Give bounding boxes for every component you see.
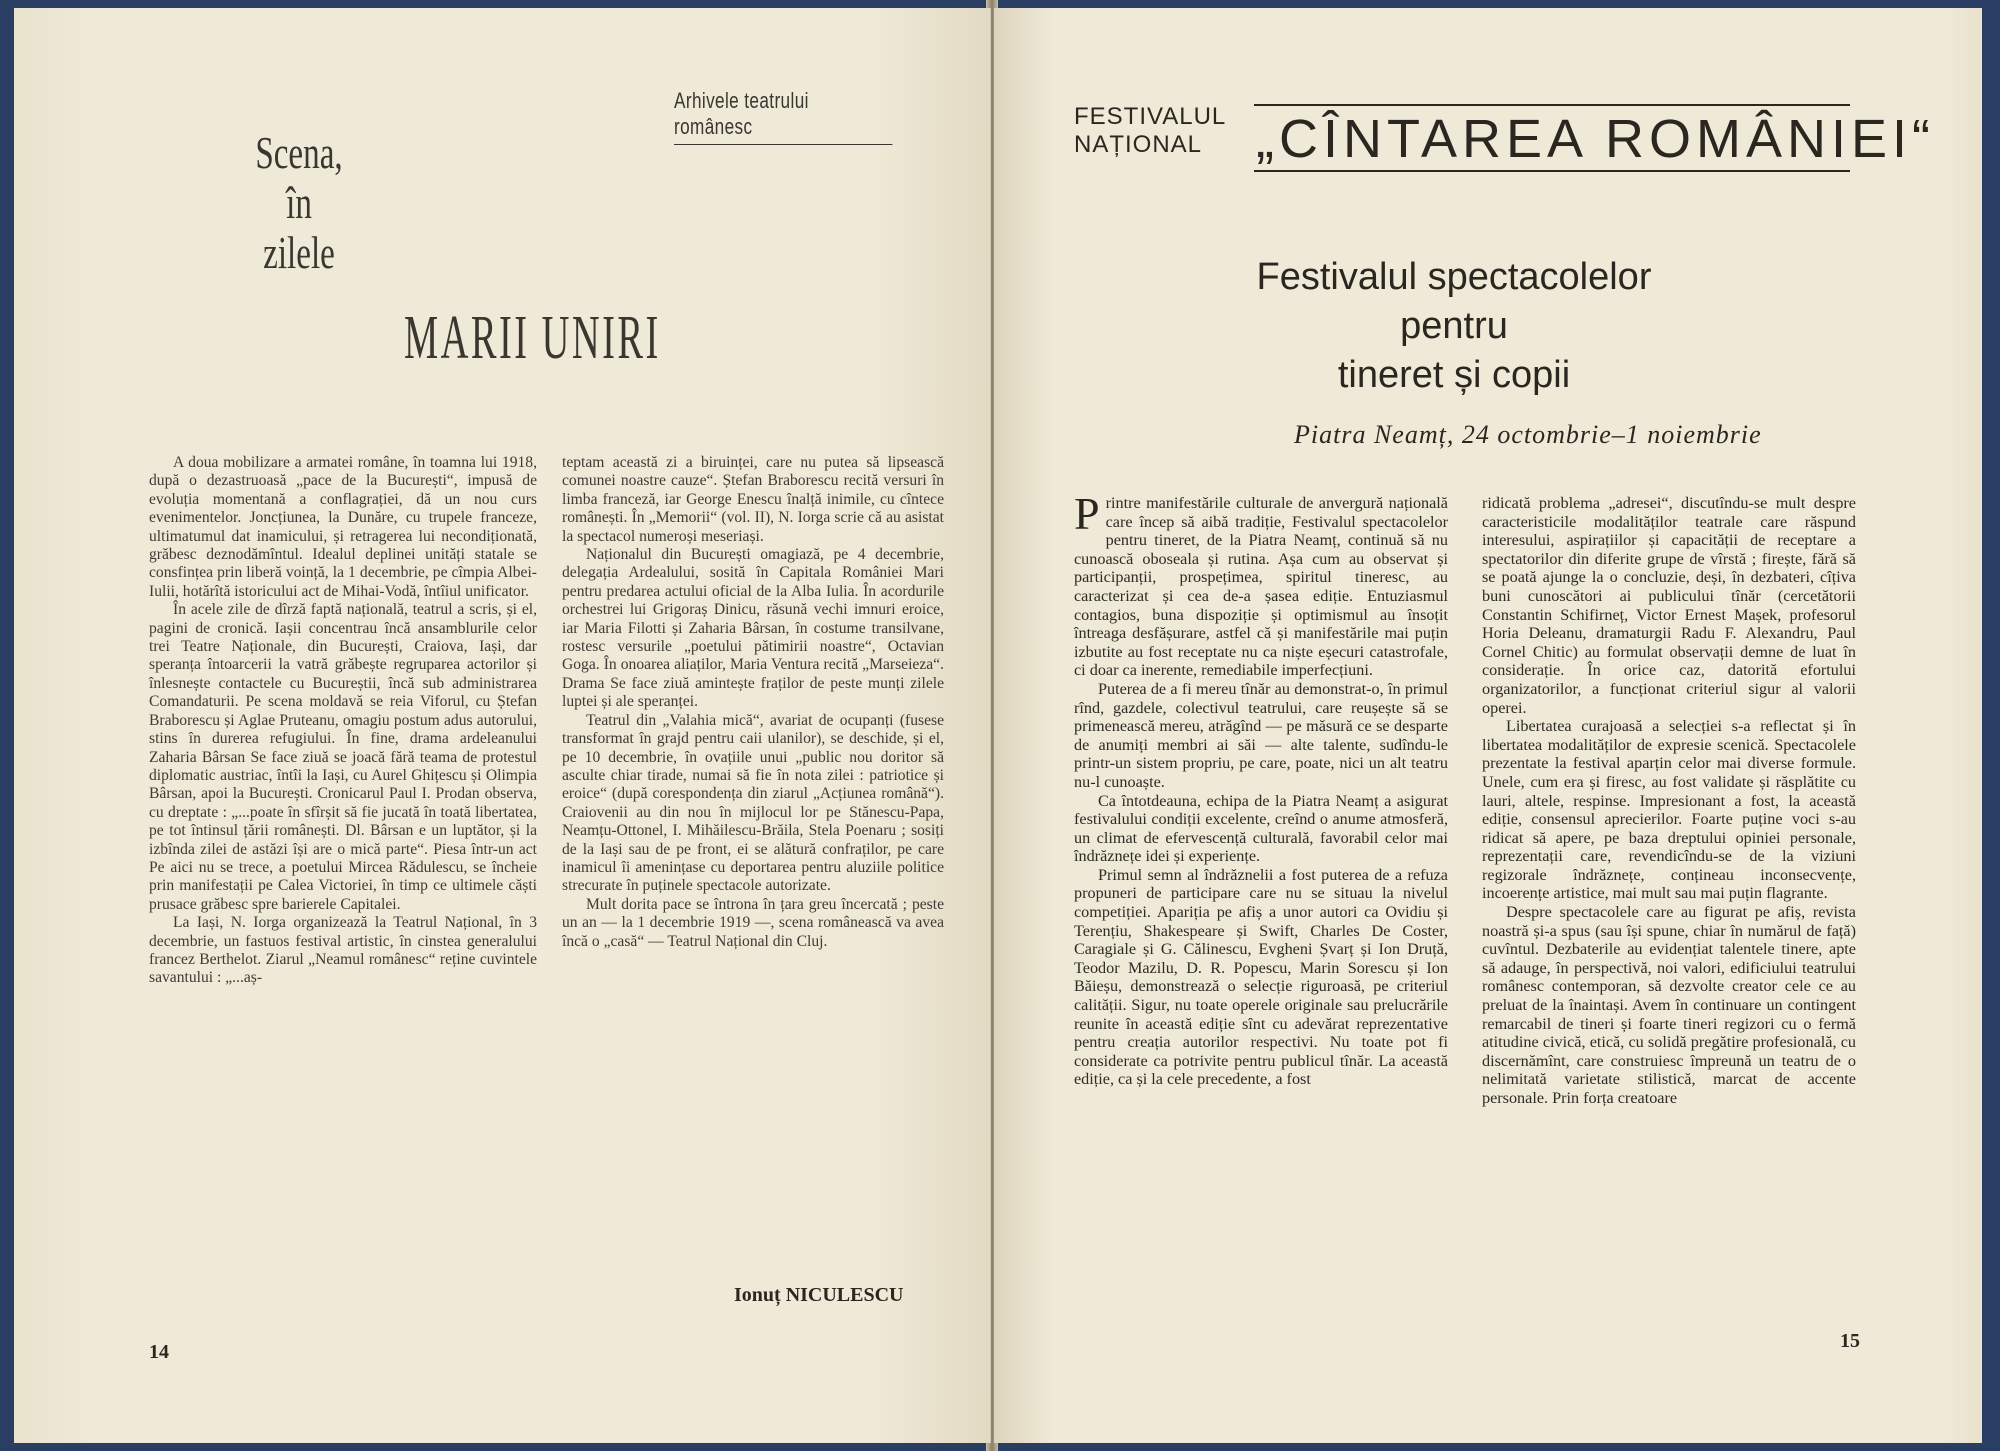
page-number: 15 [1840,1330,1860,1352]
paragraph: Despre spectacolele care au figurat pe afiș, revista noastră și-a spus (sau își spune, chiar în numărul de față) cuvîntul. Dezbaterile au evidențiat talentele tinere, apte să adauge, în perspectivă, noi valori, edificiului teatrului românesc contemporan, să dezvolte creator cele ce au preluat de la înaintași. Avem în continuare un contingent remarcabil de tineri și foarte tineri regizori cu o fermă atitudine civică, etică, cu solidă pregătire profesională, cu discernămînt, care construiesc împreună un teatru de o nelimitată varietate stilistică, marcat de accente personale. Prin forța creatoare [1482,903,1856,1107]
title-line: în [286,177,312,228]
title-line: pentru [1400,305,1508,347]
drop-cap: P [1074,488,1100,539]
paragraph: În acele zile de dîrză faptă națională, teatrul a scris, și el, pagini de cronică. Iașii concentrau încă ansamblurile celor trei Teatre Naționale, din București, Craiova, Iași, dar speranța întoarcerii la vatră grăbește regruparea actorilor și înlesnește contactele cu Bucureștii, încă sub administrarea Comandaturii. Pe scena moldavă se reia Viforul, cu Ștefan Braborescu și Aglae Pruteanu, omagiu postum adus autorului, stins în durerea refugiului. În fine, drama ardeleanului Zaharia Bârsan Se face ziuă se joacă fără teama de protestul diplomatic austriac, întîi la Iași, cu Aurel Ghițescu și Olimpia Bârsan, apoi la București. Cronicarul Paul I. Prodan observa, cu dreptate : „...poate în sfîrșit să fie jucată în toată libertatea, pe tot întinsul țării românești. Dl. Bârsan e un luptător, și la izbînda zilei de astăzi își are o mică parte“. Piesa într-un act Pe aici nu se trece, a poetului Mircea Rădulescu, se încheie prin manifestații pe Calea Victoriei, în timp ce ultimele căști prusace grăbesc spre barierele Capitalei. [149,601,537,913]
paragraph: A doua mobilizare a armatei române, în toamna lui 1918, după o dezastruoasă „pace de la București“, impusă de evoluția momentană a conflagrației, dă un nou curs evenimentelor. Joncțiunea, la Dunăre, cu trupele franceze, ultimatumul dat inamicului, și retragerea lui necondiționată, grăbesc deznodămîntul. Idealul deplinei unități statale se consfințea prin liberă voință, la 1 decembrie, pe cîmpia Albei-Iulii, hotărîtă istoricului act de Mihai-Vodă, întîiul unificator. [149,454,537,600]
title-line: Scena, [255,127,343,178]
right-page [994,8,1982,1443]
article-column-2 [1482,494,1856,1108]
title-line: zilele [263,227,335,278]
paragraph-text: rintre manifestările culturale de anvergură națională care încep să aibă tradiție, Festivalul spectacolelor pentru tineret, de la Piatra Neamț, continuă să nu cunoască oboseala și rutina. Așa cum au observat și participanții, prospețimea, spiritul tineresc, au caracterizat și cea de-a șasea ediție. Entuziasmul contagios, buna dispoziție și optimismul au însoțit întreaga desfășurare, astfel că și manifestările mai puțin izbutite au fost receptate nu ca niște eșecuri catastrofale, ci doar ca inerente, remediabile imperfecțiuni. [1074,494,1448,680]
paragraph: Libertatea curajoasă a selecției s-a reflectat și în libertatea modalităților de expresie scenică. Spectacolele prezentate la festival aparțin celor mai diverse formule. Unele, cum era și firesc, au fost validate și răsplătite cu lauri, altele, respinse. Impresionant a fost, la această ediție, consensul aprecierilor. Foarte puține voci s-au ridicat să apere, pe baza dreptului opiniei personale, reprezentații care, revendicîndu-se de la viziuni regizorale îndrăznețe, conțineau inconsecvențe, incoerențe artistice, mai mult sau mai puțin flagrante. [1482,717,1856,903]
paragraph: ridicată problema „adresei“, discutîndu-se mult despre caracteristicile modalităților teatrale care răspund interesului, aspirațiilor și capacității de receptare a spectatorilor din diferite grupe de vîrstă ; firește, fără să se poată ajunge la o concluzie, deși, în dezbateri, cîțiva buni cunoscători ai publicului tînăr (cercetătorii Constantin Schifirneț, Victor Ernest Mașek, profesorul Horia Deleanu, dramaturgii Radu F. Alexandru, Paul Cornel Chitic) au formulat observații demne de luat în considerație. În orice caz, datorită efortului organizatorilor, a funcționat criteriul sigur al valorii operei. [1482,494,1856,717]
paragraph: La Iași, N. Iorga organizează la Teatrul Național, în 3 decembrie, un fastuos festival artistic, în cinstea generalului francez Berthelot. Ziarul „Neamul românesc“ reține cuvintele savantului : „...aș- [149,914,537,987]
header-rule-bottom [1254,170,1850,172]
title-line: tineret și copii [1337,354,1571,396]
paragraph: Mult dorita pace se întrona în țara greu încercată ; peste un an — la 1 decembrie 1919 —, scena românească va avea încă o „casă“ — Teatrul Național din Cluj. [562,895,944,950]
article-title-small [227,128,371,278]
left-page [14,8,991,1443]
article-author: Ionuț NICULESCU [734,1284,904,1306]
paragraph: Ca întotdeauna, echipa de la Piatra Neamț a asigurat festivalului condiții excelente, creînd o anume atmosferă, un climat de efervescență culturală, favorabil celor mai îndrăznețe idei și experiențe. [1074,791,1448,866]
festival-label-line: NAȚIONAL [1074,131,1203,158]
paragraph: Naționalul din București omagiază, pe 4 decembrie, delegația Ardealului, sosită în Capitala României Mari pentru predarea actului oficial de la Alba Iulia. În acordurile orchestrei lui Grigoraș Dinicu, răsună vechi imnuri eroice, iar Maria Filotti și Zaharia Bârsan, în costume transilvane, rostesc versurile „poetului pătimirii noastre“, Octavian Goga. În onoarea aliaților, Maria Ventura recită „Marseieza“. Drama Se face ziuă amintește fraților de peste munți zilele luptei și ale speranței. [562,546,944,711]
festival-label [1074,103,1226,159]
article-title-large: MARII UNIRI [404,304,661,372]
header-rule-top [1254,104,1850,106]
paragraph [1074,488,1448,680]
article-column-1 [149,454,537,988]
paragraph: Puterea de a fi mereu tînăr au demonstrat-o, în primul rînd, gazdele, colectivul teatrului, care reușește să se primenească mereu, atrăgînd — pe măsură ce se desparte de anumiți membri ai săi — alte talente, sudîndu-le printr-un sistem propriu, pe care, poate, nici un alt teatru nu-l cunoaște. [1074,679,1448,791]
title-line: Festivalul spectacolelor [1256,256,1652,298]
paragraph: Teatrul din „Valahia mică“, avariat de ocupanți (fusese transformat în grajd pentru caii ulanilor), se deschide, și el, pe 10 decembrie, în ovațiile unui „public nou doritor să asculte chiar tirade, numai să fie în nota zilei : patriotice și eroice“ (după corespondența din ziarul „Acțiunea română“). Craiovenii au din nou în mijlocul lor pe Stănescu-Papa, Neamțu-Ottonel, I. Mihăilescu-Brăila, Stela Poenaru ; sosiți de la Iași sau de pe front, ei se alătură confraților, pe care inamicul îi amenințase cu deportarea pentru aluziile politice strecurate în puținele spectacole autorizate. [562,711,944,895]
festival-name: „CÎNTAREA ROMÂNIEI“ [1256,109,1936,169]
paragraph: Primul semn al îndrăznelii a fost puterea de a refuza propuneri de participare care nu se situau la nivelul competiției. Apariția pe afiș a unor autori ca Ovidiu și Terențiu, Shakespeare și Swift, Charles De Coster, Caragiale și G. Călinescu, Evgheni Șvarț și Ion Druță, Teodor Mazilu, D. R. Popescu, Marin Sorescu și Ion Băieșu, demonstrează o selecție riguroasă, pe criteriul calității. Sigur, nu toate operele originale sau prelucrările reunite în această ediție sînt cu adevărat reprezentative pentru creația autorilor respectivi. Nu toate pot fi considerate ca potrivite pentru publicul tînăr. La această ediție, ca și la cele precedente, a fost [1074,865,1448,1089]
article-column-1 [1074,488,1448,1089]
page-number: 14 [149,1341,169,1363]
paragraph: teptam această zi a biruinței, care nu putea să lipsească comunei noastre cauze“. Ștefan Braborescu recită versuri în limba franceză, iar George Enescu înalță inimile, cu cîntece românești. În „Memorii“ (vol. II), N. Iorga scrie că au asistat la spectacol numeroși meseriași. [562,454,944,545]
article-column-2 [562,454,944,951]
running-head: Arhivele teatrului românesc [674,88,892,145]
article-title [1174,253,1734,400]
festival-label-line: FESTIVALUL [1074,103,1227,130]
article-subtitle: Piatra Neamț, 24 octombrie–1 noiembrie [1294,420,1762,449]
